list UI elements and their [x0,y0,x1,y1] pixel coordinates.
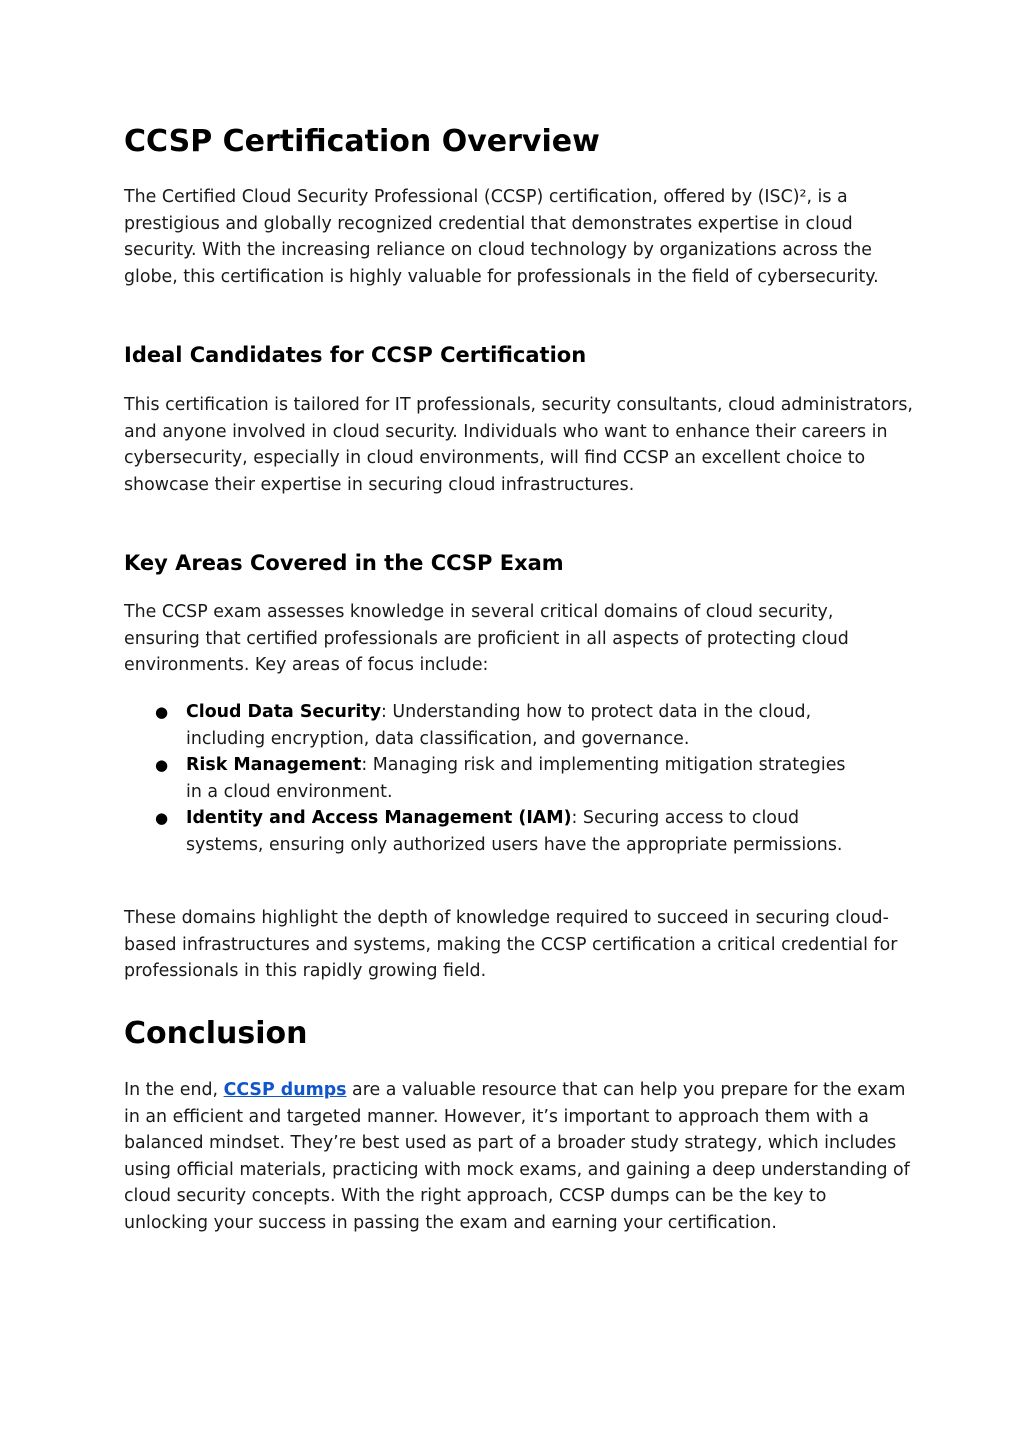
overview-paragraph: The Certified Cloud Security Professional (CCSP) certification, offered by (ISC)², is a prestigious and globally recognized credential that demonstrates expertise in cloud security. With the increasing reliance on cloud technology by organizations across the globe, this certification is highly valuable for professionals in the field of cybersecurity. [124,187,879,287]
bullet-icon: ● [155,809,169,827]
bullet-icon: ● [155,703,169,721]
bullet-icon: ● [155,756,169,774]
conclusion-lead: In the end, [124,1080,224,1100]
key-areas-outro: These domains highlight the depth of knowledge required to succeed in securing cloud-based infrastructures and systems, making the CCSP certification a critical credential for professionals in this rapidly growing field. [124,908,898,981]
candidates-paragraph: This certification is tailored for IT professionals, security consultants, cloud administrators, and anyone involved in cloud security. Individuals who want to enhance their careers in cybersecurity, especially in cloud environments, will find CCSP an excellent choice to showcase their expertise in securing cloud infrastructures. [124,395,913,495]
list-item-text: : Understanding how to protect data in the cloud, including encryption, data classification, and governance. [186,702,812,749]
list-item [124,699,866,752]
key-areas-intro: The CCSP exam assesses knowledge in several critical domains of cloud security, ensuring that certified professionals are proficient in all aspects of protecting cloud environments. Key areas of focus include: [124,602,849,675]
list-item-term: Identity and Access Management (IAM) [186,808,572,828]
ccsp-dumps-link[interactable]: CCSP dumps [223,1080,347,1100]
overview-heading: CCSP Certification Overview [124,124,600,159]
candidates-heading: Ideal Candidates for CCSP Certification [124,343,587,367]
list-item-term: Cloud Data Security [186,702,382,722]
list-item-text: : Managing risk and implementing mitigation strategies in a cloud environment. [186,755,846,802]
list-item-term: Risk Management [186,755,362,775]
conclusion-rest: are a valuable resource that can help you prepare for the exam in an efficient and targeted manner. However, it’s important to approach them with a balanced mindset. They’re best used as part of a broader study strategy, which includes using official materials, practicing with mock exams, and gaining a deep understanding of cloud security concepts. With the right approach, CCSP dumps can be the key to unlocking your success in passing the exam and earning your certification. [124,1080,910,1233]
conclusion-heading: Conclusion [124,1016,308,1051]
list-item [124,752,866,805]
key-areas-heading: Key Areas Covered in the CCSP Exam [124,551,564,575]
list-item-text: : Securing access to cloud systems, ensuring only authorized users have the appropriate permissions. [186,808,843,855]
list-item [124,805,866,858]
key-areas-list [124,699,914,858]
conclusion-paragraph [124,1077,914,1236]
